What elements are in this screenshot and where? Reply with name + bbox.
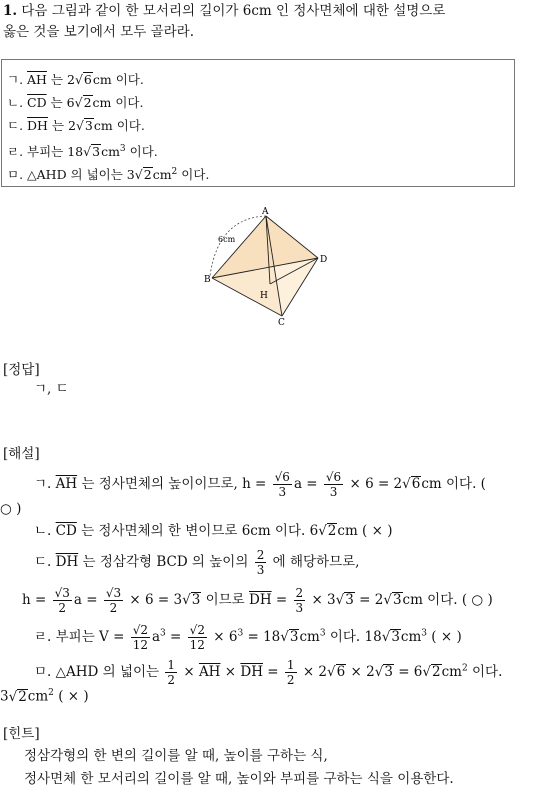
choice-e: ㅁ. △AHD 의 넓이는 $3√2cm^2$ 이다.	[7, 167, 210, 183]
tetrahedron-figure	[196, 200, 346, 332]
problem-text-1: 다음 그림과 같이 한 모서리의 길이가 6cm 인 정사면체에 대한 설명으로	[21, 3, 446, 19]
hint-line-1: 정삼각형의 한 변의 길이를 알 때, 높이를 구하는 식,	[24, 748, 328, 764]
hint-header: [힌트]	[3, 726, 40, 742]
answer-text: ㄱ, ㄷ	[34, 381, 69, 397]
solution-header: [해설]	[3, 446, 40, 462]
answer-header: [정답]	[3, 362, 40, 378]
problem-line-1	[3, 2, 445, 20]
choice-a: ㄱ. $\overline{AH}$ 는 2√6cm 이다.	[7, 72, 144, 87]
solution-e2: $3√2cm^2$ ( × )	[0, 688, 89, 705]
solution-b: ㄴ. $\overline{CD}$ 는 정사면체의 한 변이므로 6cm 이다. 6√2cm ( × )	[34, 523, 393, 539]
solution-a-mark: ○ )	[0, 501, 22, 517]
problem-number: 1.	[3, 3, 18, 19]
label-b: B	[204, 275, 211, 285]
edge-length-label: 6cm	[218, 235, 236, 244]
solution-c2: h = $\frac{√3}{2}$ a = $\frac{√3}{2}$ × 6 = 3√3 이므로 $\overline{DH}$ = $\frac{2}{3}$ × 3√3 = 2√3cm 이다. ( ○ )	[22, 586, 493, 615]
problem-text-2: 옳은 것을 보기에서 모두 골라라.	[3, 24, 194, 40]
hint-line-2: 정사면체 한 모서리의 길이를 알 때, 높이와 부피를 구하는 식을 이용한다.	[24, 771, 454, 787]
choices-box	[1, 59, 515, 187]
choice-c: ㄷ. $\overline{DH}$ 는 2√3cm 이다.	[7, 118, 145, 133]
label-c: C	[278, 318, 285, 328]
choice-b: ㄴ. $\overline{CD}$ 는 6√2cm 이다.	[7, 95, 144, 110]
label-h: H	[260, 291, 268, 301]
problem-line-2	[3, 23, 194, 41]
label-d: D	[320, 255, 328, 265]
choice-d: ㄹ. 부피는 $18√3cm^3$ 이다.	[7, 144, 158, 160]
solution-a: ㄱ. $\overline{AH}$ 는 정사면체의 높이이므로, h = $\frac{√6}{3}$ a = $\frac{√6}{3}$ × 6 = 2√6cm 이다. (	[34, 470, 486, 499]
label-a: A	[262, 207, 269, 217]
solution-c: ㄷ. $\overline{DH}$ 는 정삼각형 BCD 의 높이의 $\frac{2}{3}$ 에 해당하므로,	[34, 548, 360, 577]
solution-e: ㅁ. △AHD 의 넓이는 $\frac{1}{2}$ × $\overline{AH} \times \overline{DH}$ = $\frac{1}{2}$ × $2√6 \times 2√3 = 6√2cm^2$ 이다.	[34, 658, 503, 687]
solution-d: ㄹ. 부피는 V = $\frac{√2}{12}$ $a^3$ = $\frac{√2}{12}$ × $6^3 = 18√3cm^3$ 이다. $18√3cm^3$ ( × )	[34, 623, 462, 652]
